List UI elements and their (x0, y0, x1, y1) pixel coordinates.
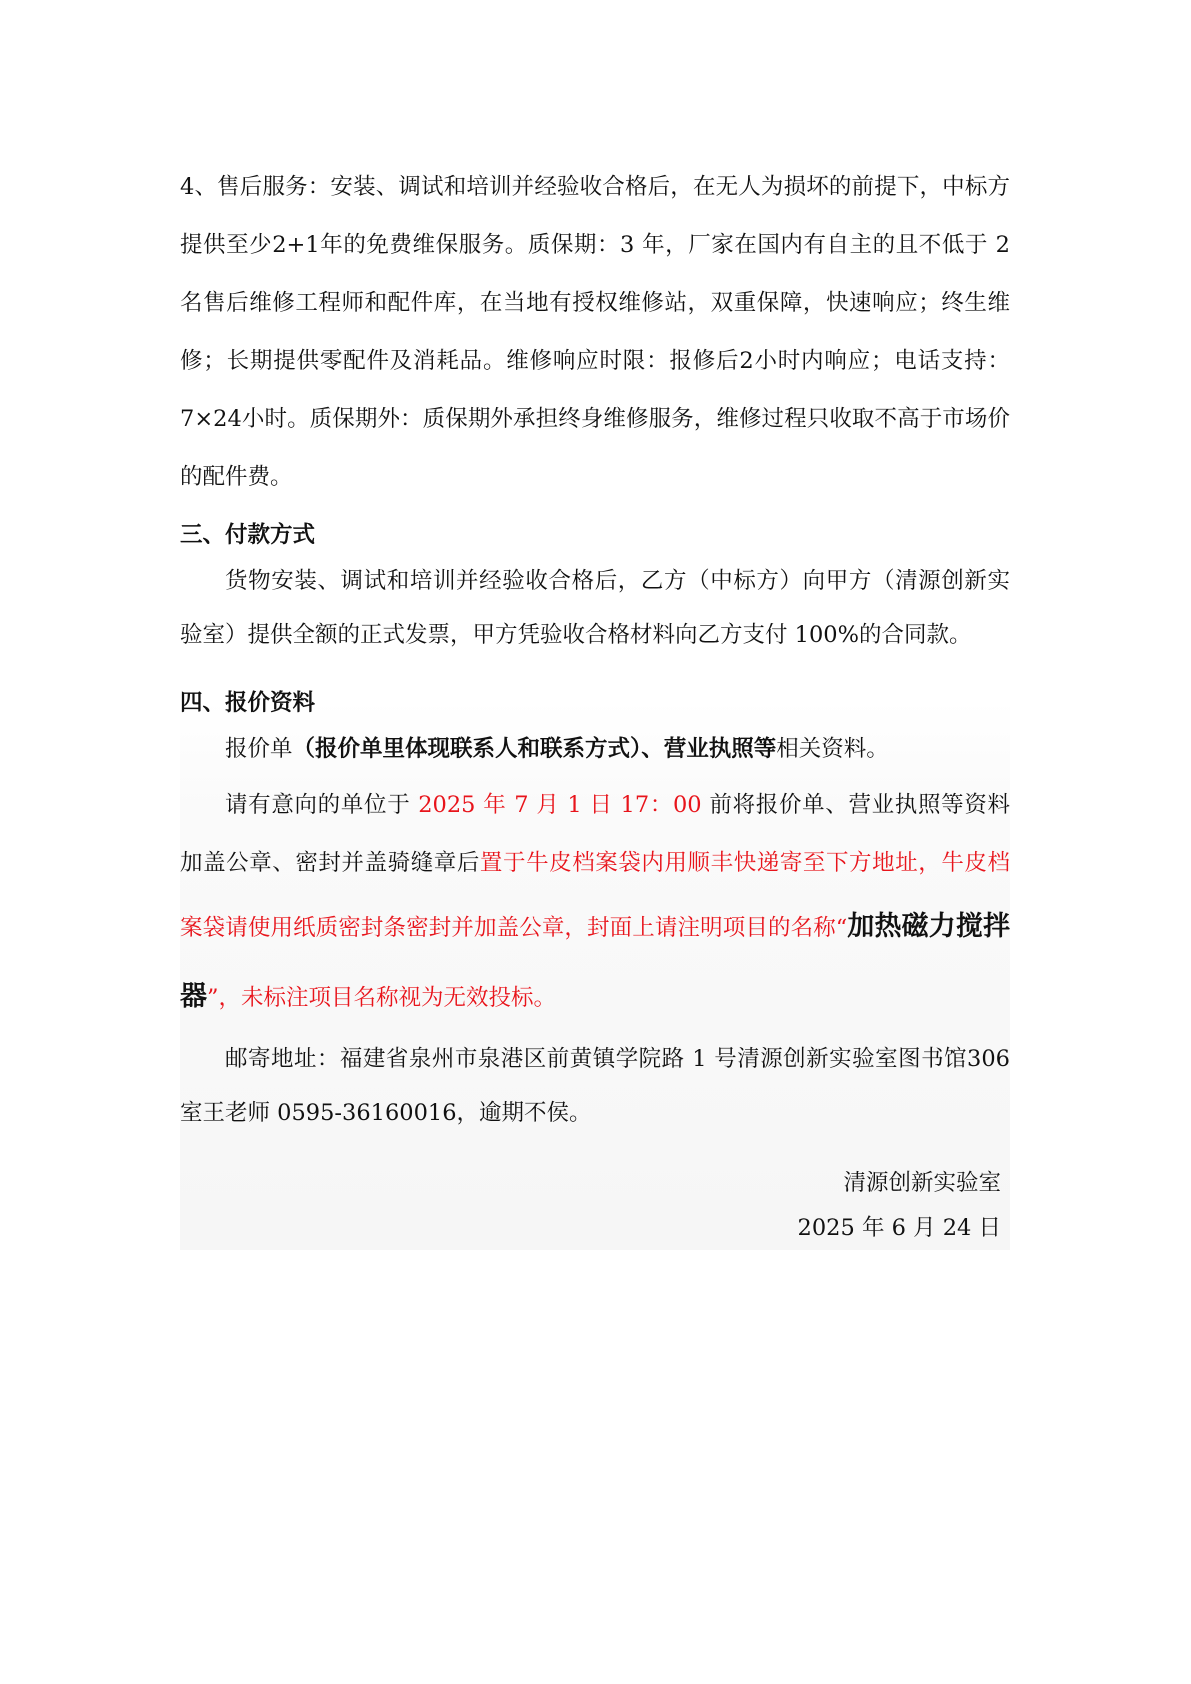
submission-intro: 请有意向的单位于 (225, 792, 419, 818)
envelope-instructions: 置于牛皮档案袋内用顺丰快递寄至下方地址，牛皮档案袋请使用纸质密封条密封并加盖公章，封面上请注明项目的名称“ (180, 850, 1010, 941)
signature-date: 2025 年 6 月 24 日 (797, 1215, 1001, 1241)
submission-paragraph (180, 776, 1010, 1032)
quotation-section-title: 四、报价资料 (180, 690, 316, 716)
submission-instructions: 前将报价单、营业执照等资料加盖公章、密封并盖骑缝章后 (180, 792, 1010, 876)
quotation-materials-suffix: 相关资料。 (776, 736, 889, 762)
payment-section-title: 三、付款方式 (180, 522, 316, 548)
submission-deadline: 2025 年 7 月 1 日 17：00 (418, 792, 702, 818)
mailing-address-paragraph: 邮寄地址：福建省泉州市泉港区前黄镇学院路 1 号清源创新实验室图书馆306 室王老师 0595-36160016，逾期不侯。 (180, 1046, 1010, 1126)
signature-organization: 清源创新实验室 (843, 1170, 1001, 1196)
project-name: 加热磁力搅拌器 (180, 911, 1010, 1012)
document-body (180, 158, 1010, 1140)
invalid-bid-note: ”，未标注项目名称视为无效投标。 (207, 985, 557, 1011)
after-sales-paragraph: 4、售后服务：安装、调试和培训并经验收合格后，在无人为损坏的前提下，中标方提供至少2+1年的免费维保服务。质保期：3 年，厂家在国内有自主的且不低于 2 名售后维修工程师和配件库，在当地有授权维修站，双重保障，快速响应；终生维修；长期提供零配件及消耗品。维修响应时限：报修后2小时内响应；电话支持：7×24小时。质保期外：质保期外承担终身维修服务，维修过程只收取不高于市场价的配件费。 (180, 174, 1010, 490)
quotation-materials-paragraph (180, 722, 1010, 776)
payment-paragraph: 货物安装、调试和培训并经验收合格后，乙方（中标方）向甲方（清源创新实验室）提供全额的正式发票，甲方凭验收合格材料向乙方支付 100%的合同款。 (180, 568, 1010, 648)
quotation-requirement-bold: （报价单里体现联系人和联系方式）、营业执照等 (292, 736, 777, 762)
quotation-label: 报价单 (225, 736, 293, 762)
